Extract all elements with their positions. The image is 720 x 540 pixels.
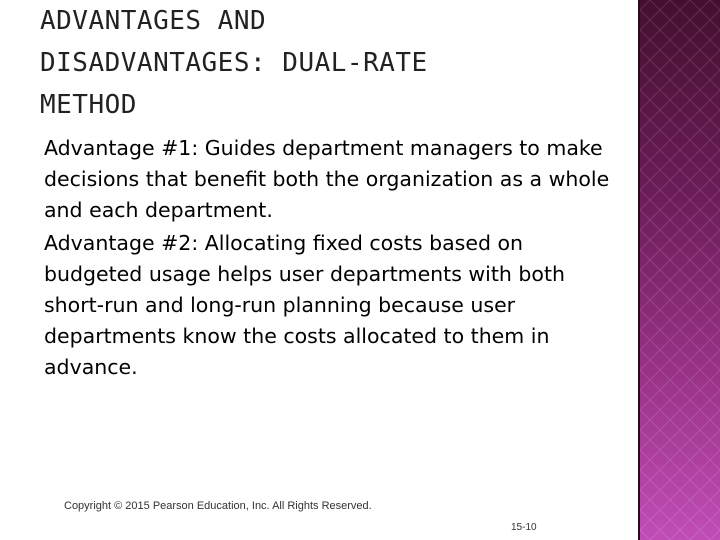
advantage-1-paragraph: Advantage #1: Guides department managers to make decisions that benefit both the organization as a whole and each department. — [44, 136, 610, 222]
page-number: 15-10 — [511, 522, 537, 533]
slide-body — [44, 133, 624, 385]
decorative-side-panel — [640, 0, 720, 540]
slide-title: ADVANTAGES AND DISADVANTAGES: DUAL-RATE METHOD — [40, 6, 428, 120]
copyright-notice: Copyright © 2015 Pearson Education, Inc. All Rights Reserved. — [64, 500, 372, 512]
advantage-2-paragraph: Advantage #2: Allocating fixed costs based on budgeted usage helps user departments with both short-run and long-run planning because user departments know the costs allocated to them in advance. — [44, 231, 566, 379]
diamond-pattern — [640, 0, 720, 540]
